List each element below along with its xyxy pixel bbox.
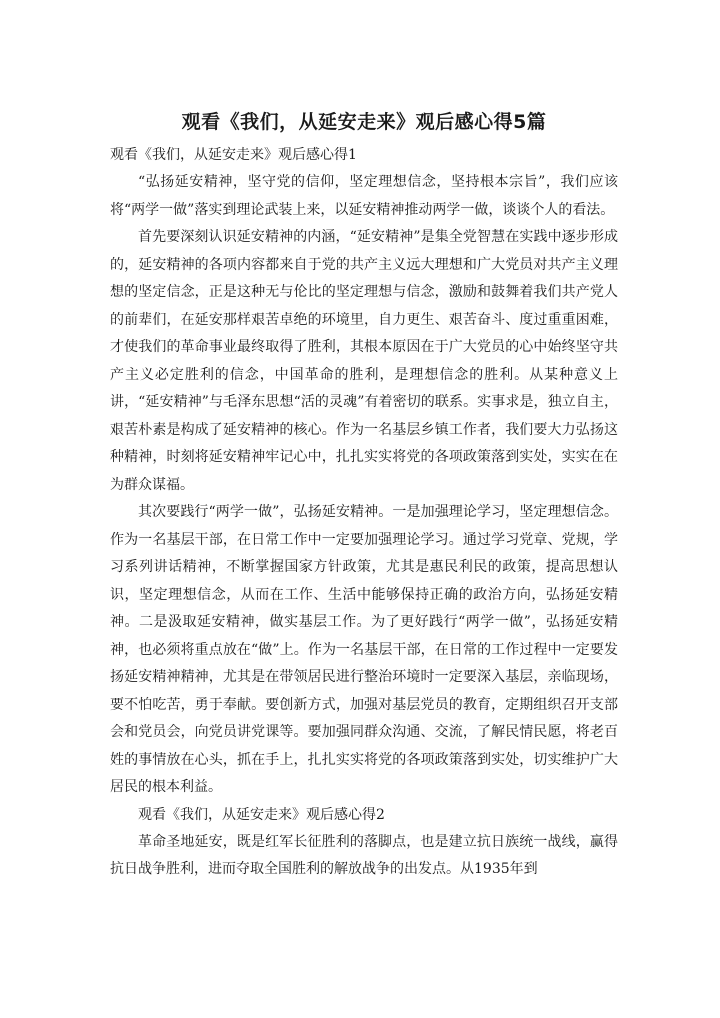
section-2-paragraph-1: 革命圣地延安，既是红军长征胜利的落脚点，也是建立抗日族统一战线，赢得抗日战争胜利，进而夺取全国胜利的解放战争的出发点。从1935年到	[110, 833, 618, 877]
document-page	[110, 108, 618, 884]
section-1-heading: 观看《我们，从延安走来》观后感心得1	[110, 147, 357, 163]
section-1-paragraph-2: 首先要深刻认识延安精神的内涵，“延安精神”是集全党智慧在实践中逐步形成的，延安精神的各项内容都来自于党的共产主义远大理想和广大党员对共产主义理想的坚定信念，正是这种无与伦比的坚定理想与信念，激励和鼓舞着我们共产党人的前辈们，在延安那样艰苦卓绝的环境里，自力更生、艰苦奋斗、度过重重困难，才使我们的革命事业最终取得了胜利，其根本原因在于广大党员的心中始终坚守共产主义必定胜利的信念，中国革命的胜利，是理想信念的胜利。从某种意义上讲，“延安精神”与毛泽东思想“活的灵魂”有着密切的联系。实事求是，独立自主，艰苦朴素是构成了延安精神的核心。作为一名基层乡镇工作者，我们要大力弘扬这种精神，时刻将延安精神牢记心中，扎扎实实将党的各项政策落到实处，实实在在为群众谋福。	[110, 229, 618, 493]
section-2-heading: 观看《我们，从延安走来》观后感心得2	[138, 806, 385, 823]
document-title: 观看《我们，从延安走来》观后感心得5篇	[181, 111, 547, 133]
section-1-paragraph-3: 其次要践行“两学一做”，弘扬延安精神。一是加强理论学习，坚定理想信念。作为一名基层干部，在日常工作中一定要加强理论学习。通过学习党章、党规，学习系列讲话精神，不断掌握国家方针政策，尤其是惠民利民的政策，提高思想认识，坚定理想信念，从而在工作、生活中能够保持正确的政治方向，弘扬延安精神。二是汲取延安精神，做实基层工作。为了更好践行“两学一做”，弘扬延安精神，也必须将重点放在“做”上。作为一名基层干部，在日常的工作过程中一定要发扬延安精神精神，尤其是在带领居民进行整治环境时一定要深入基层，亲临现场，要不怕吃苦，勇于奉献。要创新方式，加强对基层党员的教育，定期组织召开支部会和党员会，向党员讲党课等。要加强同群众沟通、交流，了解民情民愿，将老百姓的事情放在心头，抓在手上，扎扎实实将党的各项政策落到实处，切实维护广大居民的根本利益。	[110, 504, 618, 795]
section-1-paragraph-1: “弘扬延安精神，坚守党的信仰，坚定理想信念，坚持根本宗旨”，我们应该将“两学一做”落实到理论武装上来，以延安精神推动两学一做，谈谈个人的看法。	[110, 174, 618, 218]
